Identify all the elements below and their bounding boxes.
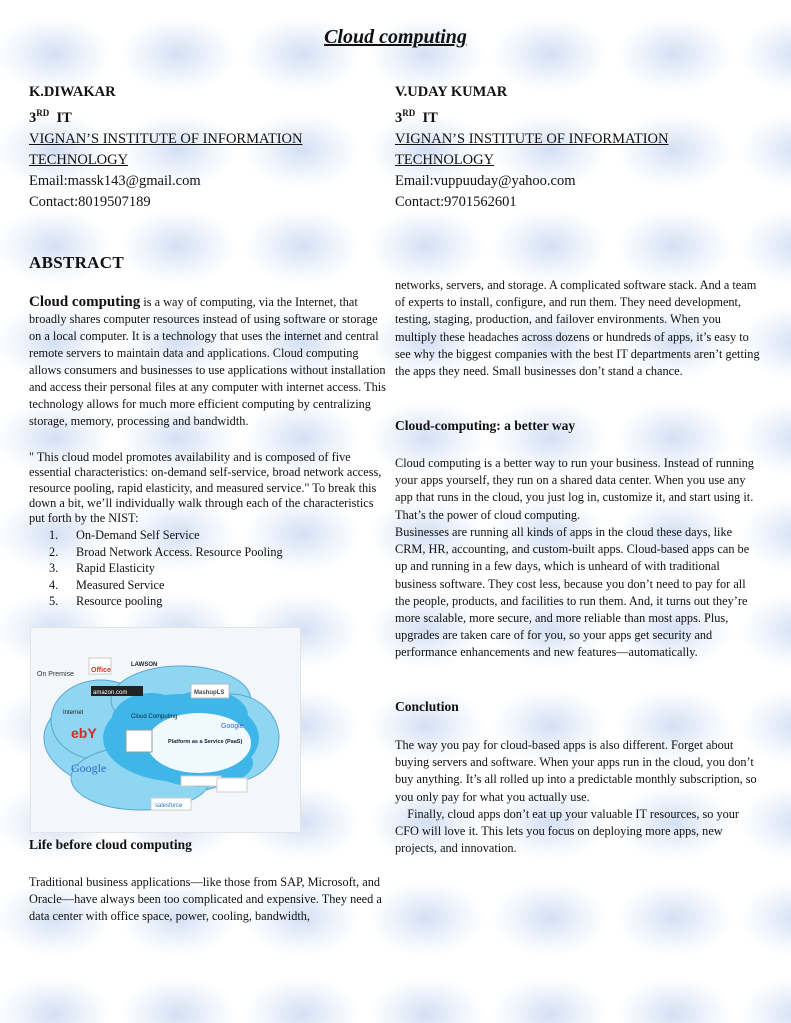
author-institute-line1: VIGNAN’S INSTITUTE OF INFORMATION (29, 131, 303, 147)
list-item: 4. Measured Service (49, 577, 165, 592)
lawson-logo: LAWSON (131, 662, 158, 668)
abstract-intro-paragraph (29, 294, 387, 430)
life-before-heading: Life before cloud computing (29, 837, 192, 852)
author-institute-line1: VIGNAN’S INSTITUTE OF INFORMATION (395, 131, 669, 147)
conclusion-heading: Conclution (395, 699, 459, 714)
characteristics-list (49, 527, 283, 610)
salesforce-logo: salesforce (155, 803, 183, 809)
author-name: K.DIWAKAR (29, 84, 116, 100)
abstract-heading: ABSTRACT (29, 253, 124, 272)
intro-text: is a way of computing, via the Internet, that broadly shares computer resources instead of using software or storage on a local computer. It is a technology that uses the internet and central remote servers to maintain data and applications. Cloud computing allows consumers and businesses to use applications without installation and access their personal files at any computer with internet access. This technology allows for much more efficient computing by centralizing storage, memory, processing and bandwidth. (29, 295, 386, 428)
author-contact: Contact:8019507189 (29, 194, 151, 210)
mashups-logo: MashupLS (194, 690, 225, 696)
life-before-paragraph: Traditional business applications—like those from SAP, Microsoft, and Oracle—have always been too complicated and expensive. They need a data center with office space, power, cooling, bandwidth, (29, 875, 382, 924)
cloud-computing-label: Cloud Computing (131, 714, 178, 720)
list-item: 2. Broad Network Access. Resource Pooling (49, 544, 283, 559)
internet-label: Internet (63, 710, 84, 716)
author-email: Email:vuppuuday@yahoo.com (395, 173, 576, 189)
list-item: 1. On-Demand Self Service (49, 528, 200, 542)
nist-quote-paragraph: " This cloud model promotes availability and is composed of five essential characteristics: on-demand self-service, broad network access, resource pooling, rapid elasticity, and measured service." To break this down a bit, we’ll individually walk through each of the characteristics put forth by the NIST: (29, 450, 382, 526)
paas-label: Platform as a Service (PaaS) (168, 739, 243, 745)
cloud-diagram (31, 628, 301, 833)
author-institute-line2: TECHNOLOGY (29, 152, 129, 168)
paper-title: Cloud computing (324, 26, 467, 48)
google-logo: Google (71, 761, 107, 775)
author-block-1 (29, 82, 369, 213)
ebay-logo: ebY (71, 725, 97, 741)
conclusion-paragraph-2: Finally, cloud apps don’t eat up your valuable IT resources, so your CFO will love it. This lets you focus on deploying more apps, new projects, and innovation. (395, 807, 743, 856)
better-way-paragraph-1: Cloud computing is a better way to run your business. Instead of running your apps yourself, they run on a shared data center. When you use any app that runs in the cloud, you just log in, customize it, and start using it. That’s the power of cloud computing. (395, 456, 754, 522)
list-item: 3. Rapid Elasticity (49, 561, 155, 576)
author-block-2 (395, 82, 735, 213)
on-premise-label: On Premise (37, 671, 74, 678)
author-year: 3RD IT (395, 108, 438, 126)
author-name: V.UDAY KUMAR (395, 84, 508, 100)
author-email: Email:massk143@gmail.com (29, 173, 201, 189)
amazon-logo: amazon.com (93, 690, 128, 696)
conclusion-paragraph-1: The way you pay for cloud-based apps is also different. Forget about buying servers and software. When your apps run in the cloud, you don’t buy anything. It’s all rolled up into a predictable monthly subscription, so you only pay for what you actually use. (395, 738, 757, 804)
list-item: 5. Resource pooling (49, 594, 163, 609)
office-logo: Office (91, 667, 111, 674)
better-way-heading: Cloud-computing: a better way (395, 418, 576, 433)
cloud-computing-figure (30, 627, 301, 833)
google-small-logo: Google (221, 723, 244, 730)
author-contact: Contact:9701562601 (395, 194, 517, 210)
author-year: 3RD IT (29, 108, 72, 126)
continuation-paragraph: networks, servers, and storage. A complicated software stack. And a team of experts to install, configure, and run them. They need development, testing, staging, production, and failover environments. When you multiply these headaches across dozens or hundreds of apps, it’s easy to see why the biggest companies with the best IT departments aren’t getting the apps they need. Small businesses don’t stand a chance. (395, 278, 760, 379)
author-institute-line2: TECHNOLOGY (395, 152, 495, 168)
intro-lead-term: Cloud computing (29, 294, 141, 310)
better-way-paragraph-2: Businesses are running all kinds of apps in the cloud these days, like CRM, HR, accounting, and custom-built apps. Cloud-based apps can be up and running in a few days, which is unheard of with traditional business software. They cost less, because you don’t need to pay for all the people, products, and facilities to run them. And, it turns out they’re more scalable, more secure, and more reliable than most apps. Plus, upgrades are taken care of for you, so your apps get security and performance enhancements and new features—automatically. (395, 525, 750, 660)
